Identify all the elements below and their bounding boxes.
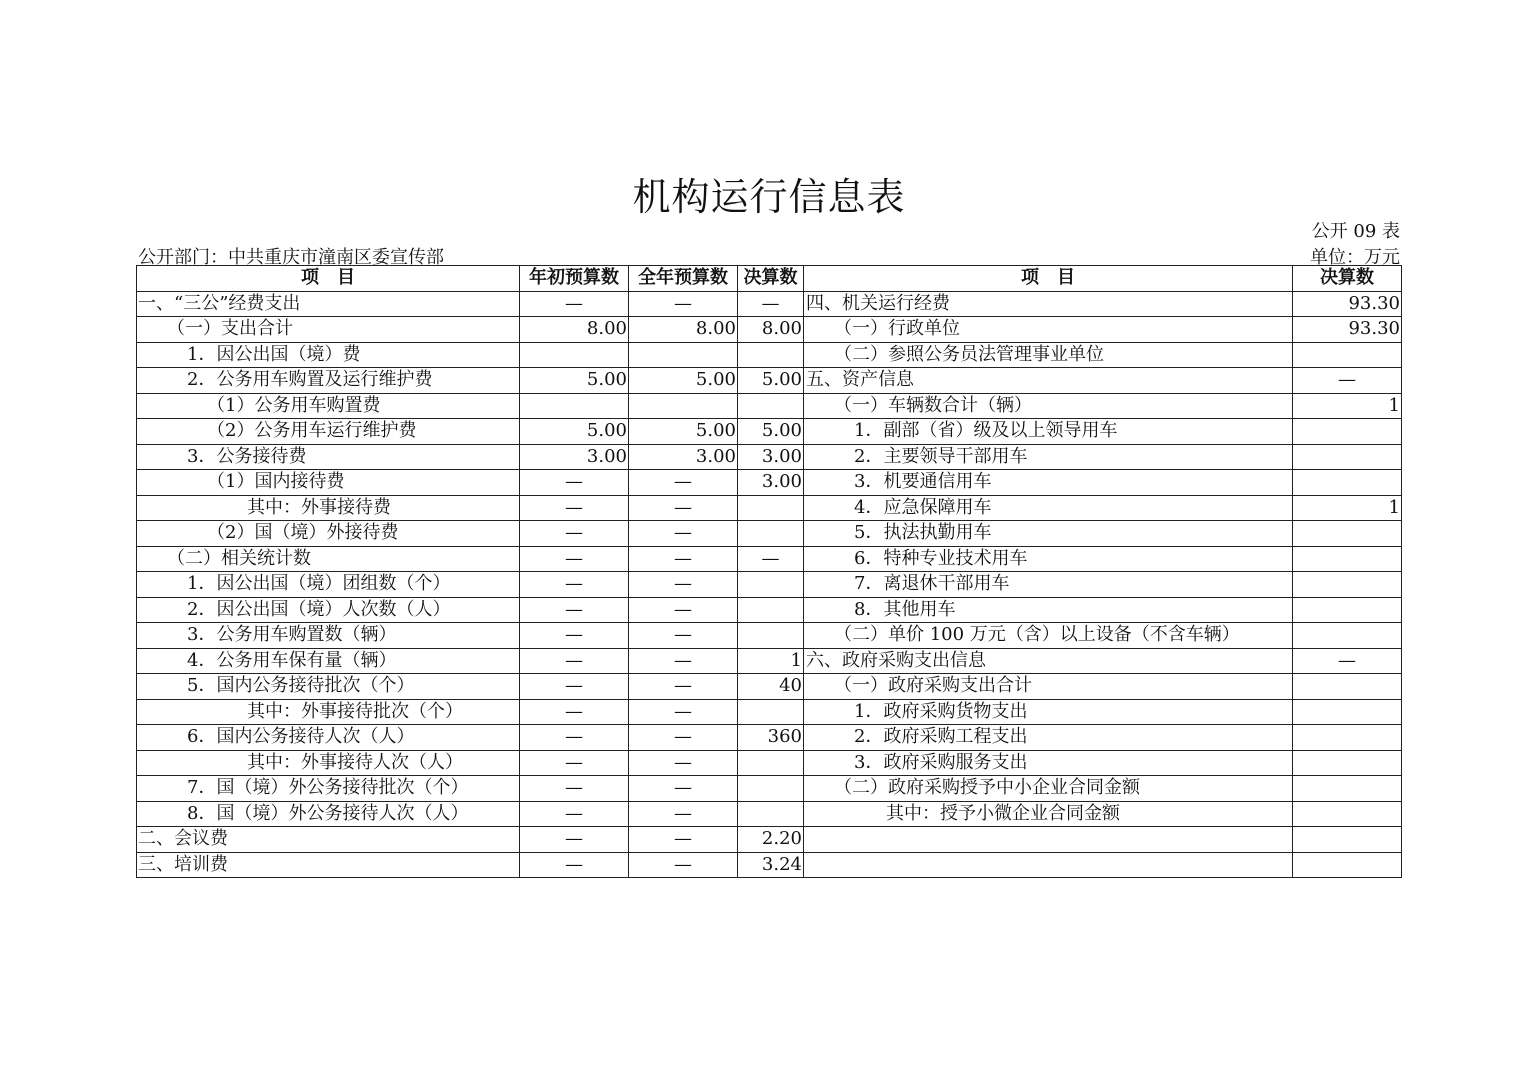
initial-budget-cell: — [520, 750, 629, 776]
left-item-cell: 1．因公出国（境）费 [137, 342, 520, 368]
initial-budget-cell: — [520, 674, 629, 700]
right-item-cell: 六、政府采购支出信息 [804, 648, 1293, 674]
right-item-cell: 2．政府采购工程支出 [804, 725, 1293, 751]
left-item-cell: 一、“三公”经费支出 [137, 291, 520, 317]
table-row [137, 444, 1402, 470]
final-accounts-left-cell: 8.00 [738, 317, 804, 343]
final-accounts-right-cell [1293, 419, 1402, 445]
left-item-cell: 5．国内公务接待批次（个） [137, 674, 520, 700]
left-item-cell: （2）公务用车运行维护费 [137, 419, 520, 445]
final-accounts-right-cell: 1 [1293, 393, 1402, 419]
table-row [137, 470, 1402, 496]
annual-budget-cell: — [629, 801, 738, 827]
left-item-cell: （2）国（境）外接待费 [137, 521, 520, 547]
final-accounts-left-cell: 5.00 [738, 419, 804, 445]
table-header-row [137, 266, 1402, 292]
table-row [137, 495, 1402, 521]
right-item-cell: （二）单价 100 万元（含）以上设备（不含车辆） [804, 623, 1293, 649]
final-accounts-left-cell [738, 572, 804, 598]
right-item-cell: 3．机要通信用车 [804, 470, 1293, 496]
final-accounts-right-cell: 1 [1293, 495, 1402, 521]
form-code: 公开 09 表 [1311, 221, 1400, 242]
right-item-cell: 5．执法执勤用车 [804, 521, 1293, 547]
table-body [137, 291, 1402, 878]
initial-budget-cell [520, 393, 629, 419]
final-accounts-left-cell [738, 776, 804, 802]
initial-budget-cell: — [520, 291, 629, 317]
table-row [137, 750, 1402, 776]
left-item-cell: 其中：外事接待费 [137, 495, 520, 521]
final-accounts-right-cell: 93.30 [1293, 291, 1402, 317]
right-item-cell: 四、机关运行经费 [804, 291, 1293, 317]
final-accounts-right-cell [1293, 444, 1402, 470]
final-accounts-right-cell [1293, 725, 1402, 751]
page-title: 机构运行信息表 [632, 175, 906, 219]
annual-budget-cell: — [629, 495, 738, 521]
right-item-cell: （二）参照公务员法管理事业单位 [804, 342, 1293, 368]
annual-budget-cell: — [629, 750, 738, 776]
header-item-right: 项 目 [804, 266, 1293, 292]
final-accounts-left-cell [738, 393, 804, 419]
annual-budget-cell: — [629, 776, 738, 802]
right-item-cell: 1．副部（省）级及以上领导用车 [804, 419, 1293, 445]
final-accounts-right-cell [1293, 342, 1402, 368]
table-row [137, 699, 1402, 725]
initial-budget-cell: — [520, 546, 629, 572]
header-final-accounts-right: 决算数 [1293, 266, 1402, 292]
annual-budget-cell [629, 342, 738, 368]
initial-budget-cell: 5.00 [520, 368, 629, 394]
final-accounts-left-cell: 5.00 [738, 368, 804, 394]
final-accounts-right-cell [1293, 623, 1402, 649]
table-row [137, 393, 1402, 419]
left-item-cell: 4．公务用车保有量（辆） [137, 648, 520, 674]
table-row [137, 674, 1402, 700]
annual-budget-cell: 8.00 [629, 317, 738, 343]
right-item-cell: 其中：授予小微企业合同金额 [804, 801, 1293, 827]
initial-budget-cell: — [520, 648, 629, 674]
initial-budget-cell: — [520, 801, 629, 827]
annual-budget-cell: — [629, 827, 738, 853]
table-row [137, 827, 1402, 853]
header-item-left: 项 目 [137, 266, 520, 292]
final-accounts-left-cell: 2.20 [738, 827, 804, 853]
right-item-cell: 8．其他用车 [804, 597, 1293, 623]
table-row [137, 572, 1402, 598]
annual-budget-cell: — [629, 597, 738, 623]
initial-budget-cell: — [520, 470, 629, 496]
initial-budget-cell: — [520, 827, 629, 853]
right-item-cell: 4．应急保障用车 [804, 495, 1293, 521]
left-item-cell: 1．因公出国（境）团组数（个） [137, 572, 520, 598]
final-accounts-left-cell: 3.24 [738, 852, 804, 878]
initial-budget-cell: — [520, 495, 629, 521]
final-accounts-left-cell: 40 [738, 674, 804, 700]
institution-operation-table [136, 265, 1402, 878]
right-item-cell: 2．主要领导干部用车 [804, 444, 1293, 470]
annual-budget-cell: 5.00 [629, 368, 738, 394]
right-item-cell: （二）政府采购授予中小企业合同金额 [804, 776, 1293, 802]
final-accounts-right-cell [1293, 750, 1402, 776]
annual-budget-cell: — [629, 572, 738, 598]
final-accounts-right-cell: 93.30 [1293, 317, 1402, 343]
unit-label: 单位：万元 [1310, 247, 1400, 268]
initial-budget-cell: — [520, 699, 629, 725]
annual-budget-cell: — [629, 546, 738, 572]
left-item-cell: 其中：外事接待批次（个） [137, 699, 520, 725]
table-row [137, 776, 1402, 802]
left-item-cell: 三、培训费 [137, 852, 520, 878]
final-accounts-right-cell: — [1293, 648, 1402, 674]
header-final-accounts-left: 决算数 [738, 266, 804, 292]
left-item-cell: 7．国（境）外公务接待批次（个） [137, 776, 520, 802]
initial-budget-cell: — [520, 597, 629, 623]
right-item-cell [804, 827, 1293, 853]
final-accounts-left-cell [738, 699, 804, 725]
final-accounts-right-cell [1293, 546, 1402, 572]
annual-budget-cell: 5.00 [629, 419, 738, 445]
right-item-cell [804, 852, 1293, 878]
right-item-cell: 3．政府采购服务支出 [804, 750, 1293, 776]
initial-budget-cell: — [520, 623, 629, 649]
table-row [137, 368, 1402, 394]
table-row [137, 521, 1402, 547]
final-accounts-left-cell [738, 342, 804, 368]
table-row [137, 419, 1402, 445]
left-item-cell: 3．公务用车购置数（辆） [137, 623, 520, 649]
table-row [137, 801, 1402, 827]
final-accounts-right-cell: — [1293, 368, 1402, 394]
left-item-cell: 2．公务用车购置及运行维护费 [137, 368, 520, 394]
initial-budget-cell: — [520, 852, 629, 878]
final-accounts-left-cell: — [738, 291, 804, 317]
initial-budget-cell: 8.00 [520, 317, 629, 343]
right-item-cell: 7．离退休干部用车 [804, 572, 1293, 598]
final-accounts-left-cell [738, 750, 804, 776]
header-annual-budget: 全年预算数 [629, 266, 738, 292]
final-accounts-left-cell [738, 623, 804, 649]
left-item-cell: 二、会议费 [137, 827, 520, 853]
right-item-cell: （一）行政单位 [804, 317, 1293, 343]
final-accounts-left-cell: 360 [738, 725, 804, 751]
annual-budget-cell: — [629, 725, 738, 751]
annual-budget-cell: — [629, 470, 738, 496]
table-row [137, 648, 1402, 674]
final-accounts-left-cell: 3.00 [738, 444, 804, 470]
initial-budget-cell: — [520, 776, 629, 802]
right-item-cell: 1．政府采购货物支出 [804, 699, 1293, 725]
final-accounts-left-cell: — [738, 546, 804, 572]
final-accounts-right-cell [1293, 852, 1402, 878]
initial-budget-cell: 5.00 [520, 419, 629, 445]
table-row [137, 546, 1402, 572]
final-accounts-left-cell [738, 801, 804, 827]
final-accounts-right-cell [1293, 572, 1402, 598]
final-accounts-right-cell [1293, 470, 1402, 496]
right-item-cell: 五、资产信息 [804, 368, 1293, 394]
right-item-cell: 6．特种专业技术用车 [804, 546, 1293, 572]
left-item-cell: 6．国内公务接待人次（人） [137, 725, 520, 751]
left-item-cell: 2．因公出国（境）人次数（人） [137, 597, 520, 623]
right-item-cell: （一）车辆数合计（辆） [804, 393, 1293, 419]
annual-budget-cell: — [629, 699, 738, 725]
table-row [137, 291, 1402, 317]
final-accounts-right-cell [1293, 699, 1402, 725]
annual-budget-cell: — [629, 291, 738, 317]
left-item-cell: 8．国（境）外公务接待人次（人） [137, 801, 520, 827]
table-row [137, 342, 1402, 368]
final-accounts-left-cell: 3.00 [738, 470, 804, 496]
final-accounts-right-cell [1293, 801, 1402, 827]
annual-budget-cell: — [629, 623, 738, 649]
annual-budget-cell [629, 393, 738, 419]
final-accounts-right-cell [1293, 521, 1402, 547]
table-row [137, 597, 1402, 623]
right-item-cell: （一）政府采购支出合计 [804, 674, 1293, 700]
table-row [137, 852, 1402, 878]
initial-budget-cell: — [520, 521, 629, 547]
final-accounts-right-cell [1293, 776, 1402, 802]
left-item-cell: （1）国内接待费 [137, 470, 520, 496]
initial-budget-cell: 3.00 [520, 444, 629, 470]
annual-budget-cell: — [629, 648, 738, 674]
table-row [137, 623, 1402, 649]
left-item-cell: 其中：外事接待人次（人） [137, 750, 520, 776]
final-accounts-right-cell [1293, 827, 1402, 853]
left-item-cell: （一）支出合计 [137, 317, 520, 343]
annual-budget-cell: 3.00 [629, 444, 738, 470]
department-label: 公开部门：中共重庆市潼南区委宣传部 [138, 247, 444, 268]
left-item-cell: （二）相关统计数 [137, 546, 520, 572]
final-accounts-left-cell: 1 [738, 648, 804, 674]
initial-budget-cell: — [520, 572, 629, 598]
left-item-cell: 3．公务接待费 [137, 444, 520, 470]
left-item-cell: （1）公务用车购置费 [137, 393, 520, 419]
initial-budget-cell [520, 342, 629, 368]
final-accounts-right-cell [1293, 597, 1402, 623]
annual-budget-cell: — [629, 521, 738, 547]
initial-budget-cell: — [520, 725, 629, 751]
final-accounts-left-cell [738, 521, 804, 547]
annual-budget-cell: — [629, 852, 738, 878]
annual-budget-cell: — [629, 674, 738, 700]
final-accounts-left-cell [738, 597, 804, 623]
final-accounts-right-cell [1293, 674, 1402, 700]
table-row [137, 725, 1402, 751]
table-row [137, 317, 1402, 343]
header-initial-budget: 年初预算数 [520, 266, 629, 292]
final-accounts-left-cell [738, 495, 804, 521]
